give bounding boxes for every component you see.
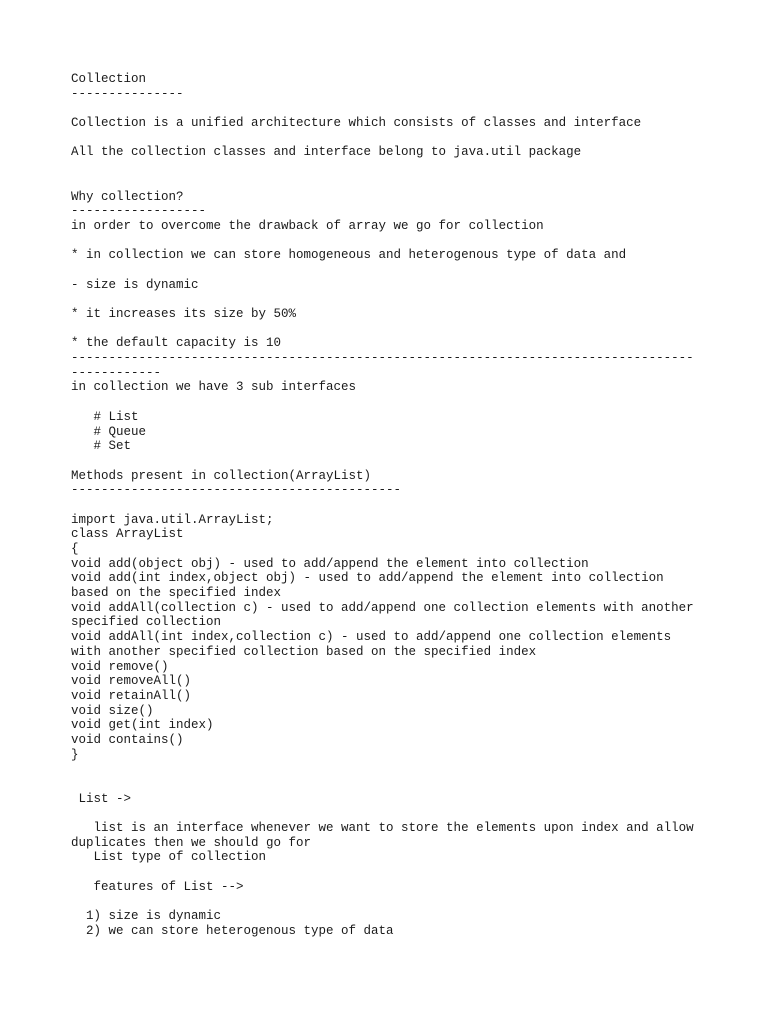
text-line: specified collection [71, 615, 222, 630]
text-line: # Queue [71, 424, 147, 439]
text-line: void size() [71, 703, 154, 718]
text-line: ----------------------------------------------------------------------------------- [71, 351, 694, 366]
text-line: 2) we can store heterogenous type of data [71, 923, 394, 938]
text-line: void retainAll() [71, 688, 192, 703]
text-line: - size is dynamic [71, 277, 199, 292]
text-line: features of List --> [71, 879, 244, 894]
blank-line [71, 895, 711, 910]
blank-line [71, 160, 711, 175]
text-line: Why collection? [71, 189, 184, 204]
text-line: duplicates then we should go for [71, 835, 312, 850]
text-line: Collection is a unified architecture which consists of classes and interface [71, 116, 642, 131]
text-line: # List [71, 409, 139, 424]
blank-line [71, 292, 711, 307]
text-line: void removeAll() [71, 674, 192, 689]
text-line: void add(int index,object obj) - used to add/append the element into collection [71, 571, 664, 586]
blank-line [71, 454, 711, 469]
text-line: # Set [71, 439, 132, 454]
text-line: import java.util.ArrayList; [71, 512, 274, 527]
blank-line [71, 101, 711, 116]
text-line: Methods present in collection(ArrayList) [71, 468, 372, 483]
text-line: * it increases its size by 50% [71, 307, 297, 321]
blank-line [71, 865, 711, 880]
document-body [71, 72, 711, 939]
text-line: void add(object obj) - used to add/append the element into collection [71, 556, 589, 571]
blank-line [71, 777, 711, 792]
text-line: All the collection classes and interface belong to java.util package [71, 145, 582, 160]
text-line: based on the specified index [71, 586, 282, 601]
text-line: List type of collection [71, 850, 267, 865]
blank-line [71, 762, 711, 777]
text-line: --------------- [71, 86, 184, 101]
text-line: { [71, 542, 79, 556]
blank-line [71, 175, 711, 190]
blank-line [71, 806, 711, 821]
text-line: Collection [71, 72, 147, 86]
text-line: void addAll(int index,collection c) - used to add/append one collection elements [71, 630, 672, 645]
text-line: List -> [71, 791, 132, 806]
text-line: } [71, 747, 79, 762]
text-line: -------------------------------------------- [71, 483, 402, 498]
text-line: ------------ [71, 365, 162, 380]
text-line: with another specified collection based on the specified index [71, 644, 537, 659]
text-line: class ArrayList [71, 527, 184, 542]
text-line: ------------------ [71, 204, 207, 219]
text-line: void get(int index) [71, 718, 214, 733]
text-line: list is an interface whenever we want to store the elements upon index and allow [71, 821, 694, 836]
blank-line [71, 395, 711, 410]
text-line: 1) size is dynamic [71, 909, 222, 924]
text-line: * in collection we can store homogeneous and heterogenous type of data and [71, 248, 627, 263]
blank-line [71, 498, 711, 513]
blank-line [71, 263, 711, 278]
blank-line [71, 234, 711, 249]
text-line: void contains() [71, 732, 184, 747]
text-line: * the default capacity is 10 [71, 336, 282, 351]
blank-line [71, 322, 711, 337]
text-line: void remove() [71, 659, 169, 674]
text-line: void addAll(collection c) - used to add/append one collection elements with another [71, 600, 694, 615]
text-line: in collection we have 3 sub interfaces [71, 380, 357, 395]
text-line: in order to overcome the drawback of array we go for collection [71, 218, 544, 233]
blank-line [71, 131, 711, 146]
